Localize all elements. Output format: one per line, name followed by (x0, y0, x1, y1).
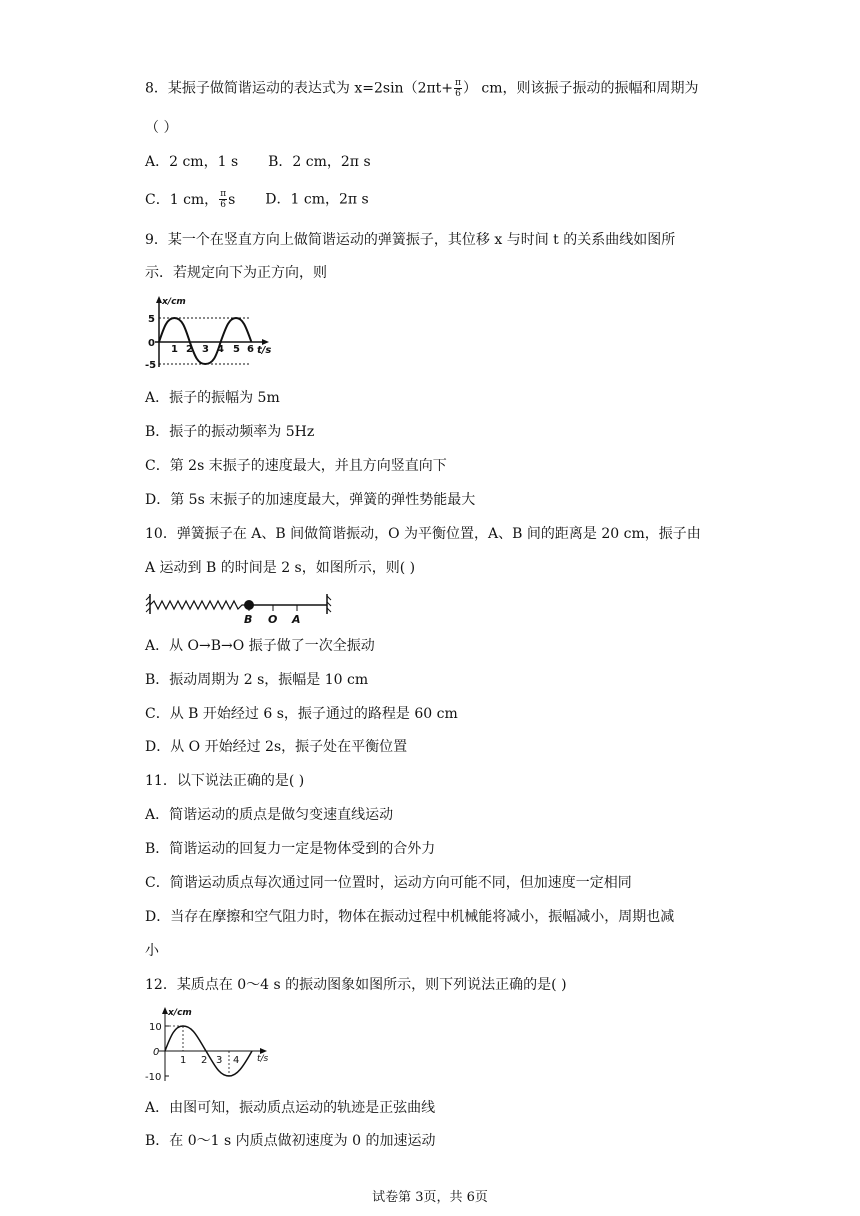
q10-option-d: D．从 O 开始经过 2s，振子处在平衡位置 (145, 739, 408, 755)
q11-option-b: B．简谐运动的回复力一定是物体受到的合外力 (145, 841, 436, 857)
q9-graph-xtick-4: 4 (217, 344, 224, 355)
q12-graph-ytick-10: 10 (149, 1022, 162, 1033)
q9-option-c: C．第 2s 末振子的速度最大，并且方向竖直向下 (145, 458, 447, 474)
q9-graph-ytick-0: 0 (148, 338, 155, 349)
q12-stem: 12．某质点在 0～4 s 的振动图象如图所示，则下列说法正确的是( ) (145, 977, 567, 993)
q10-spring-figure (145, 592, 335, 628)
q8-option-c: C．1 cm， $\frac{\pi}{6}$ s (145, 189, 236, 210)
q12-graph-ylabel: x/cm (168, 1008, 192, 1018)
q8-stem (145, 78, 699, 99)
q10-option-a: A．从 O→B→O 振子做了一次全振动 (145, 638, 375, 654)
q12-graph-xtick-3: 3 (216, 1055, 223, 1066)
q8-fraction: $\frac{\pi}{6}$ (455, 78, 461, 99)
q10-stem-line1: 10．弹簧振子在 A、B 间做简谐振动，O 为平衡位置，A、B 间的距离是 20 cm，振子由 (145, 526, 701, 542)
q8-options-ab (145, 152, 371, 172)
q10-option-c: C．从 B 开始经过 6 s，振子通过的路程是 60 cm (145, 706, 458, 722)
q8-options-cd (145, 189, 369, 210)
page-footer: 试卷第 3页，共 6页 (372, 1190, 488, 1205)
q9-graph-xtick-2: 2 (186, 344, 193, 355)
q11-option-a: A．简谐运动的质点是做匀变速直线运动 (145, 807, 394, 823)
q9-stem-line1: 9．某一个在竖直方向上做简谐运动的弹簧振子，其位移 x 与时间 t 的关系曲线如图所 (145, 232, 676, 248)
q9-graph-xtick-1: 1 (171, 344, 178, 355)
q12-graph-ytick-0: 0 (153, 1047, 160, 1058)
q12-graph-xlabel: t/s (257, 1054, 269, 1064)
q9-graph-xtick-3: 3 (202, 344, 209, 355)
q12-graph-xtick-2: 2 (201, 1055, 208, 1066)
q9-graph-xtick-5: 5 (233, 344, 240, 355)
q9-option-a: A．振子的振幅为 5m (145, 390, 280, 406)
q9-graph-ylabel: x/cm (162, 297, 186, 307)
q8-stem-a: 8．某振子做简谐运动的表达式为 x=2sin（2πt+ (145, 80, 454, 97)
q8-stem-b: ） cm，则该振子振动的振幅和周期为 (462, 80, 699, 97)
q9-graph-ytick-neg5: -5 (145, 360, 157, 371)
q8-paren: （ ） (145, 120, 178, 136)
q9-graph-xtick-6: 6 (247, 344, 254, 355)
q8-option-c-fraction: $\frac{\pi}{6}$ (220, 189, 227, 210)
q10-option-b: B．振动周期为 2 s，振幅是 10 cm (145, 672, 369, 688)
q12-graph-xtick-4: 4 (233, 1055, 240, 1066)
q8-option-d: D．1 cm，2π s (265, 191, 369, 208)
q11-option-d-line2: 小 (145, 943, 159, 959)
q10-stem-line2: A 运动到 B 的时间是 2 s，如图所示，则( ) (145, 560, 416, 576)
q10-label-b: B (244, 613, 253, 626)
q9-option-b: B．振子的振动频率为 5Hz (145, 424, 315, 440)
q8-option-b: B．2 cm，2π s (268, 154, 371, 170)
q9-stem-line2: 示．若规定向下为正方向，则 (145, 265, 327, 281)
q11-option-c: C．简谐运动质点每次通过同一位置时，运动方向可能不同，但加速度一定相同 (145, 875, 632, 891)
q9-graph-ytick-5: 5 (148, 314, 155, 325)
q10-label-a: A (292, 613, 301, 626)
q9-option-d: D．第 5s 末振子的加速度最大，弹簧的弹性势能最大 (145, 492, 476, 508)
q12-graph (145, 1005, 285, 1085)
q12-graph-ytick-neg10: -10 (145, 1072, 162, 1083)
q10-label-o: O (268, 613, 278, 626)
q12-graph-xtick-1: 1 (180, 1055, 187, 1066)
q9-graph-xlabel: t/s (257, 345, 272, 356)
q12-option-a: A．由图可知，振动质点运动的轨迹是正弦曲线 (145, 1100, 436, 1116)
q12-option-b: B．在 0～1 s 内质点做初速度为 0 的加速运动 (145, 1133, 436, 1149)
q11-stem: 11．以下说法正确的是( ) (145, 773, 305, 789)
q9-graph (145, 295, 285, 375)
q8-option-a: A．2 cm，1 s (145, 154, 239, 170)
q11-option-d-line1: D．当存在摩擦和空气阻力时，物体在振动过程中机械能将减小，振幅减小，周期也减 (145, 909, 675, 925)
